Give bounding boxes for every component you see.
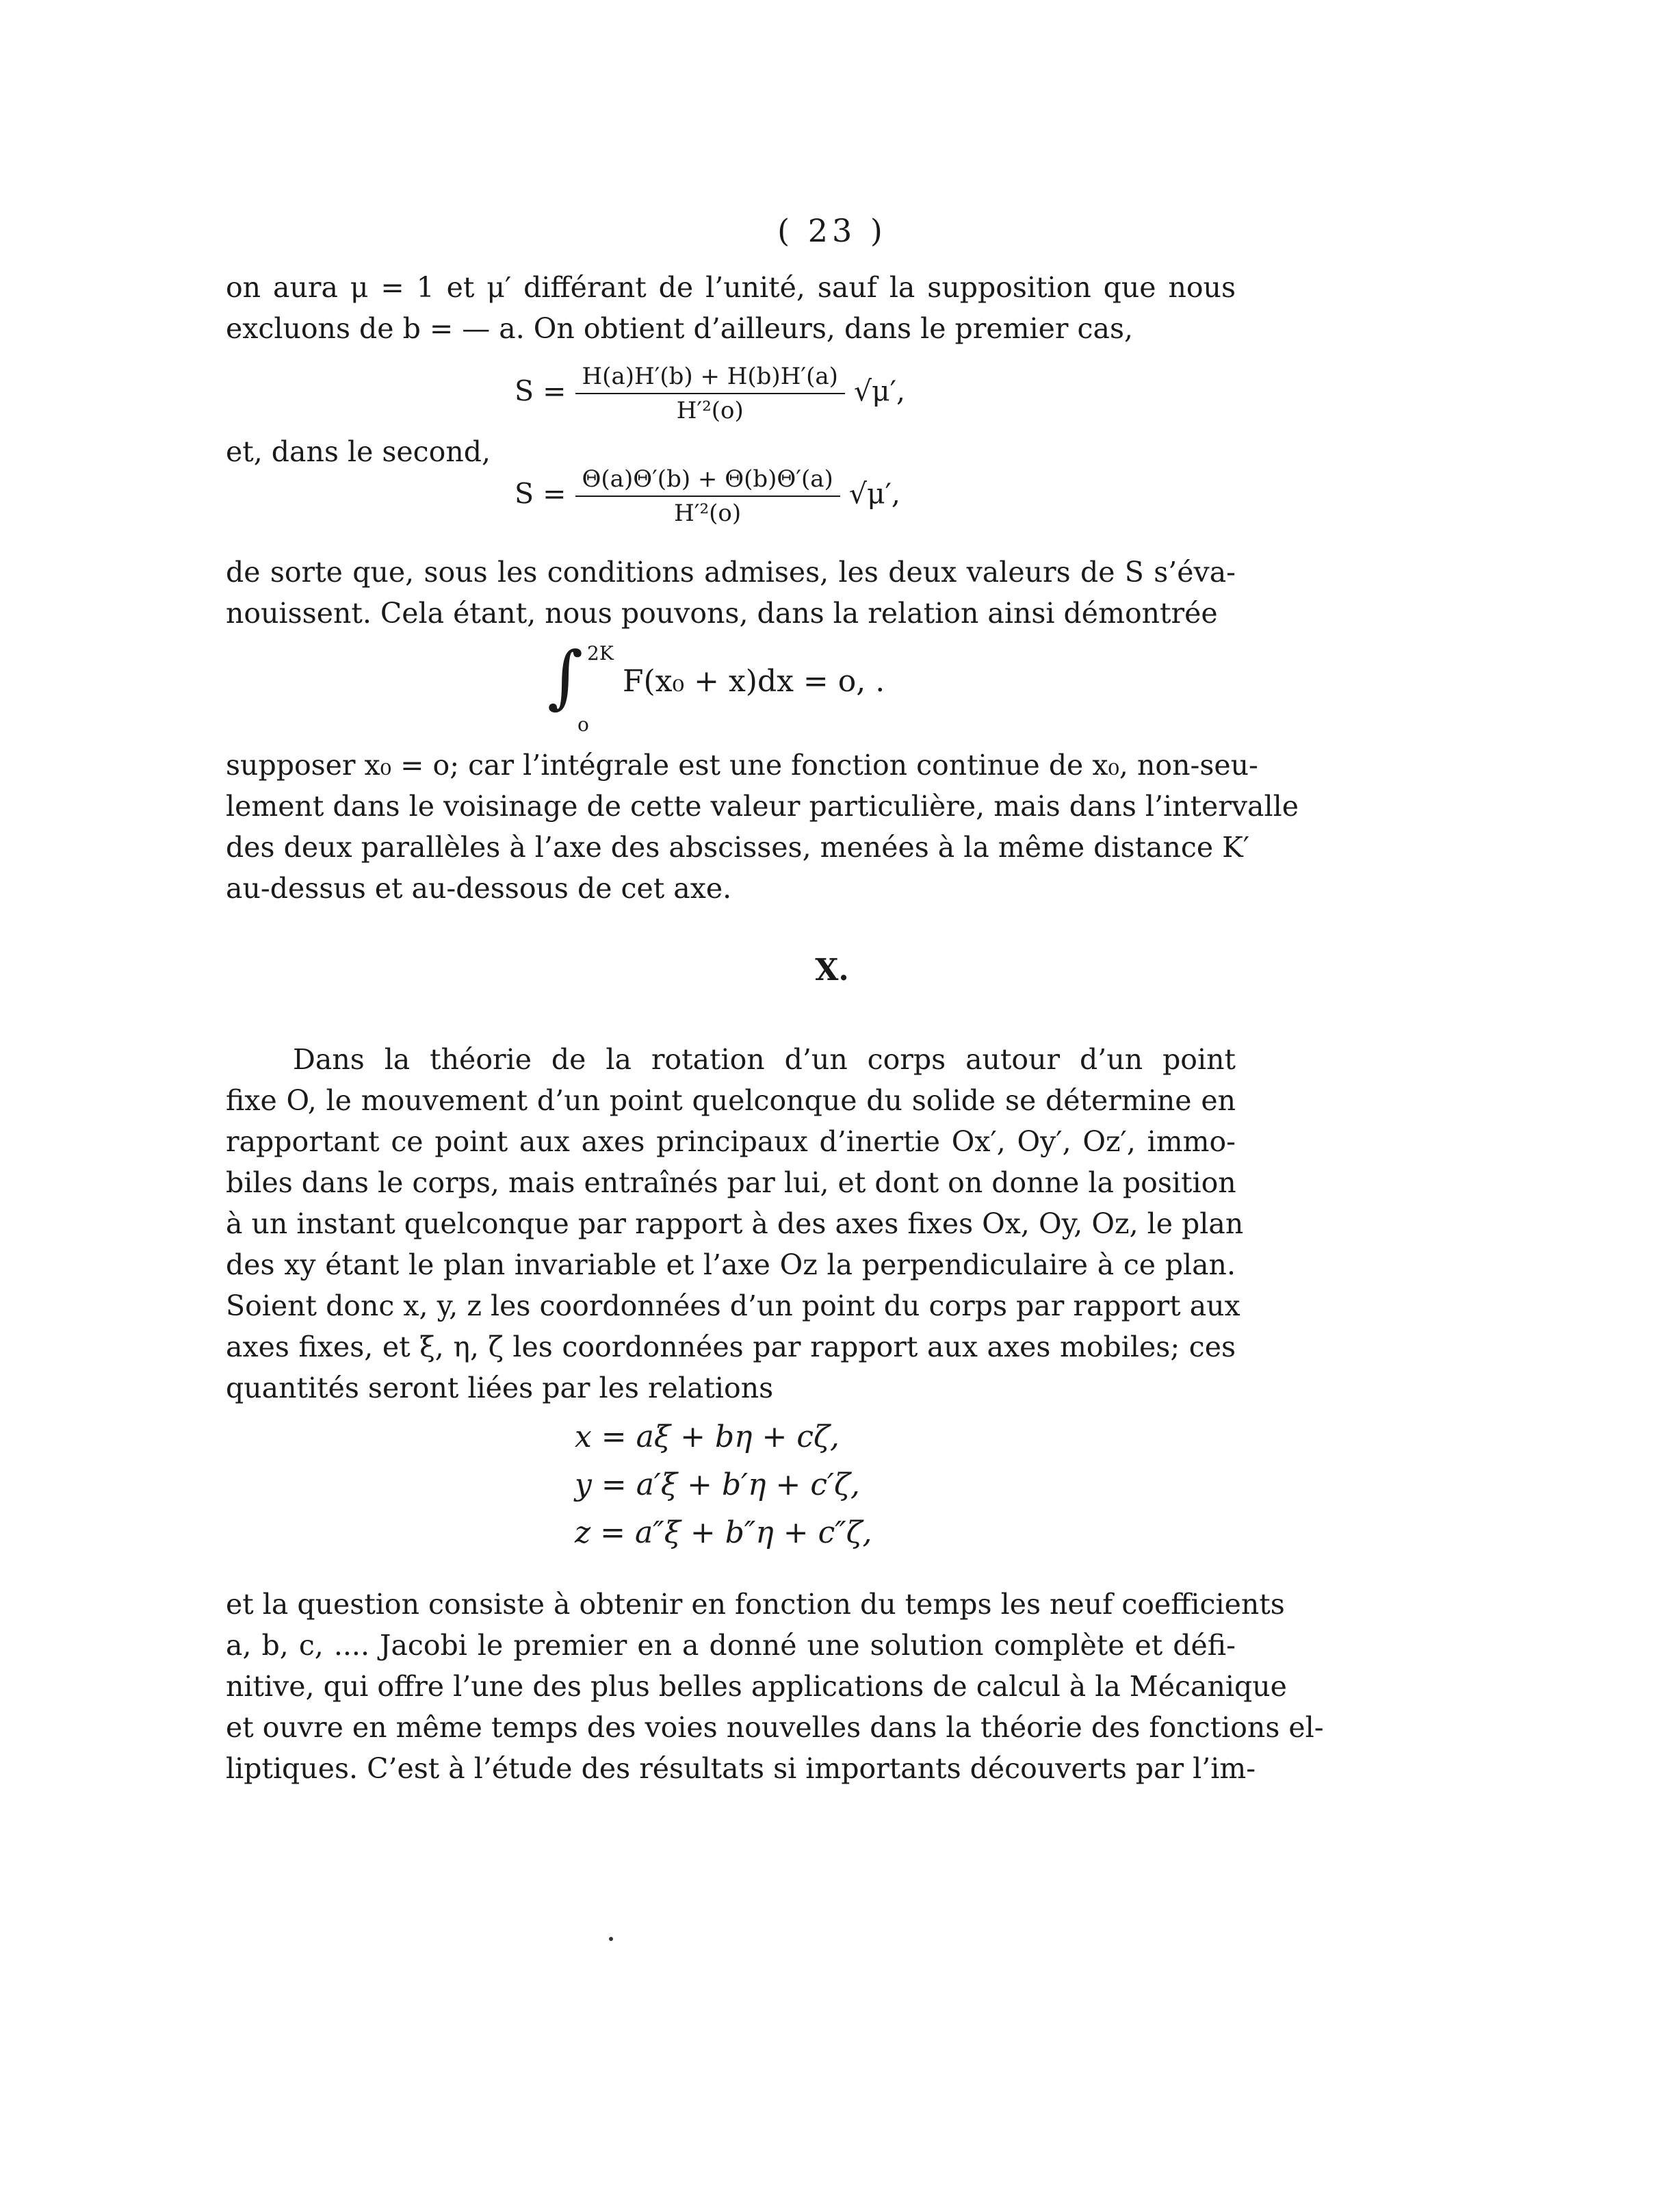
text-line: au-dessus et au-dessous de cet axe. xyxy=(226,872,732,905)
integral-upper-limit: 2K xyxy=(587,642,614,665)
text-line: nouissent. Cela étant, nous pouvons, dans la relation ainsi démontrée xyxy=(226,597,1218,630)
text-line: des deux parallèles à l’axe des abscisses, menées à la même distance K′ xyxy=(226,831,1250,864)
text-line: des xy étant le plan invariable et l’axe Oz la perpendiculaire à ce plan. xyxy=(226,1248,1236,1281)
integral-sign: ∫ xyxy=(547,636,584,717)
equation-lhs: S = xyxy=(515,477,567,511)
text-line: nitive, qui offre l’une des plus belles applications de calcul à la Mécanique xyxy=(226,1670,1287,1703)
equation-2 xyxy=(515,465,900,527)
integral-body: F(x₀ + x)dx = o, . xyxy=(623,664,885,699)
equation-lhs: S = xyxy=(515,374,567,408)
page-number: ( 23 ) xyxy=(777,212,887,249)
text-line: quantités seront liées par les relations xyxy=(226,1372,774,1404)
fraction-numerator: H(a)H′(b) + H(b)H′(a) xyxy=(575,363,845,394)
text-line: et la question consiste à obtenir en fonction du temps les neuf coefficients xyxy=(226,1588,1285,1621)
equation-factor: √μ′, xyxy=(848,477,900,511)
text-line: excluons de b = — a. On obtient d’ailleurs, dans le premier cas, xyxy=(226,312,1134,345)
system-equation: x = aξ + bη + cζ, xyxy=(575,1419,840,1454)
text-line: rapportant ce point aux axes principaux d’inertie Ox′, Oy′, Oz′, immo- xyxy=(226,1125,1236,1158)
ink-speck xyxy=(609,1937,613,1941)
text-line: axes fixes, et ξ, η, ζ les coordonnées par rapport aux axes mobiles; ces xyxy=(226,1330,1236,1363)
integral-lower-limit: o xyxy=(577,713,589,736)
equation-fraction xyxy=(575,363,845,424)
text-line: liptiques. C’est à l’étude des résultats si importants découverts par l’im- xyxy=(226,1752,1256,1785)
system-equation: z = a″ξ + b″η + c″ζ, xyxy=(575,1515,872,1550)
fraction-numerator: Θ(a)Θ′(b) + Θ(b)Θ′(a) xyxy=(575,465,840,497)
text-line: on aura μ = 1 et μ′ différant de l’unité, sauf la supposition que nous xyxy=(226,271,1236,304)
system-equation: y = a′ξ + b′η + c′ζ, xyxy=(575,1467,860,1502)
text-line: fixe O, le mouvement d’un point quelconque du solide se détermine en xyxy=(226,1084,1236,1117)
text-line: et ouvre en même temps des voies nouvelles dans la théorie des fonctions el- xyxy=(226,1711,1324,1744)
text-line: lement dans le voisinage de cette valeur particulière, mais dans l’intervalle xyxy=(226,790,1299,823)
text-line: biles dans le corps, mais entraînés par lui, et dont on donne la position xyxy=(226,1166,1236,1199)
section-title: X. xyxy=(815,953,849,988)
text-line: Dans la théorie de la rotation d’un corps autour d’un point xyxy=(293,1043,1236,1076)
text-line: supposer x₀ = o; car l’intégrale est une fonction continue de x₀, non-seu- xyxy=(226,749,1258,782)
text-line: et, dans le second, xyxy=(226,435,491,468)
equation-fraction xyxy=(575,465,840,527)
fraction-denominator: H′²(o) xyxy=(676,397,744,424)
text-line: Soient donc x, y, z les coordonnées d’un point du corps par rapport aux xyxy=(226,1289,1240,1322)
text-line: a, b, c, .... Jacobi le premier en a donné une solution complète et défi- xyxy=(226,1629,1236,1662)
fraction-denominator: H′²(o) xyxy=(674,500,742,527)
text-line: à un instant quelconque par rapport à des axes fixes Ox, Oy, Oz, le plan xyxy=(226,1207,1244,1240)
text-line: de sorte que, sous les conditions admises, les deux valeurs de S s’éva- xyxy=(226,556,1236,589)
equation-factor: √μ′, xyxy=(853,374,906,408)
equation-1 xyxy=(515,363,905,424)
